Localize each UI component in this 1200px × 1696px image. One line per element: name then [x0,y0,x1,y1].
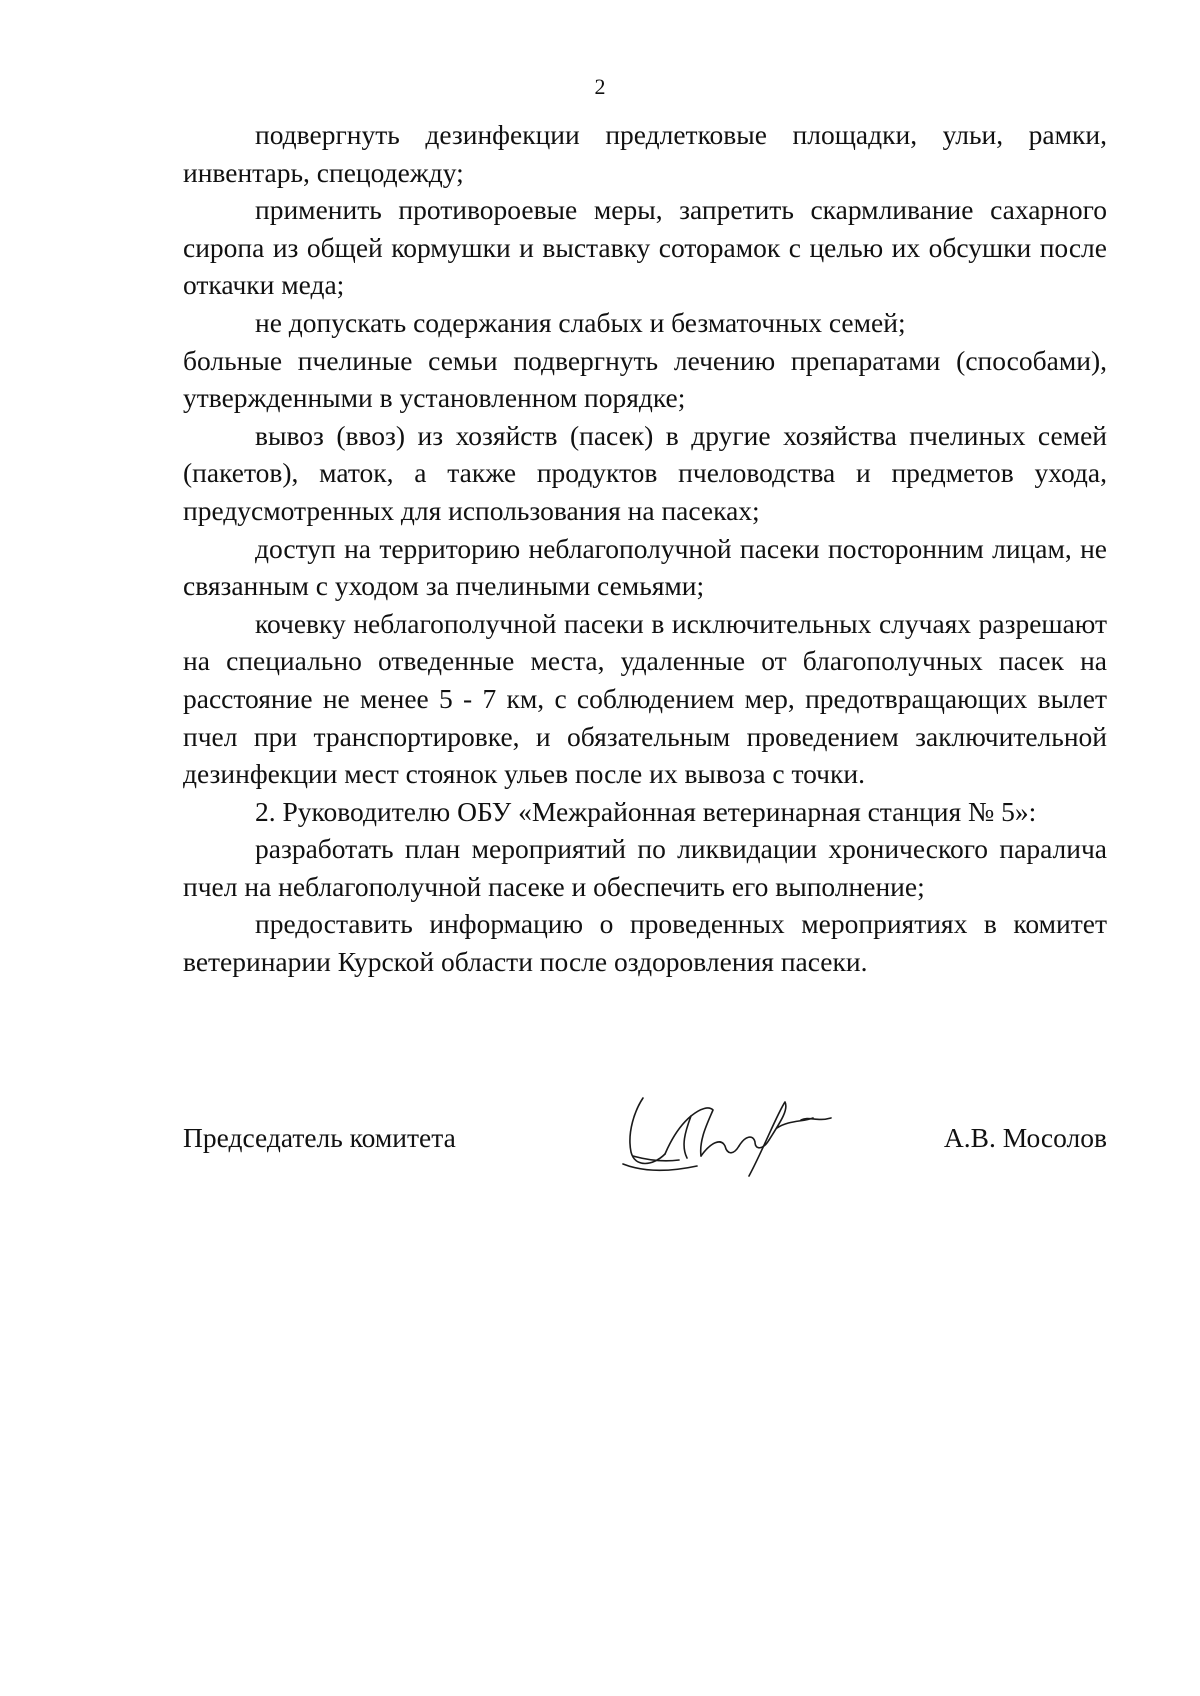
paragraph-anti-swarming: применить противороевые меры, запретить скармливание сахарного сиропа из общей кормушки и выставку соторамок с целью их обсушки после откачки меда; [183,194,1107,301]
paragraph-report: предоставить информацию о проведенных мероприятиях в комитет ветеринарии Курской области после оздоровления пасеки. [183,908,1107,978]
paragraph-weak-colonies: не допускать содержания слабых и безматочных семей; [255,306,906,338]
paragraph-migration: кочевку неблагополучной пасеки в исключительных случаях разрешают на специально отведенные места, удаленные от благополучных пасек на расстояние не менее 5 - 7 км, с соблюдением мер, предотвращающих вылет пчел при транспортировке, и обязательным проведением заключительной дезинфекции мест стоянок ульев после их вывоза с точки. [183,607,1107,790]
signature-block [183,1080,1107,1190]
paragraph-item-2-heading: 2. Руководителю ОБУ «Межрайонная ветеринарная станция № 5»: [255,795,1037,827]
document-body [183,116,1107,981]
signer-name: А.В. Мосолов [943,1122,1107,1153]
signer-title: Председатель комитета [183,1122,456,1153]
paragraph-action-plan: разработать план мероприятий по ликвидации хронического паралича пчел на неблагополучной пасеке и обеспечить его выполнение; [183,833,1107,902]
paragraph-transport-ban: вывоз (ввоз) из хозяйств (пасек) в другие хозяйства пчелиных семей (пакетов), маток, а также продуктов пчеловодства и предметов ухода, предусмотренных для использования на пасеках; [183,419,1107,526]
paragraph-disinfection: подвергнуть дезинфекции предлетковые площадки, ульи, рамки, инвентарь, спецодежду; [183,119,1107,188]
page-number: 2 [594,74,606,99]
paragraph-access-ban: доступ на территорию неблагополучной пасеки посторонним лицам, не связанным с уходом за пчелиными семьями; [183,532,1107,602]
paragraph-treatment: больные пчелиные семьи подвергнуть лечению препаратами (способами), утвержденными в установленном порядке; [183,344,1107,414]
handwritten-signature [613,1080,843,1190]
